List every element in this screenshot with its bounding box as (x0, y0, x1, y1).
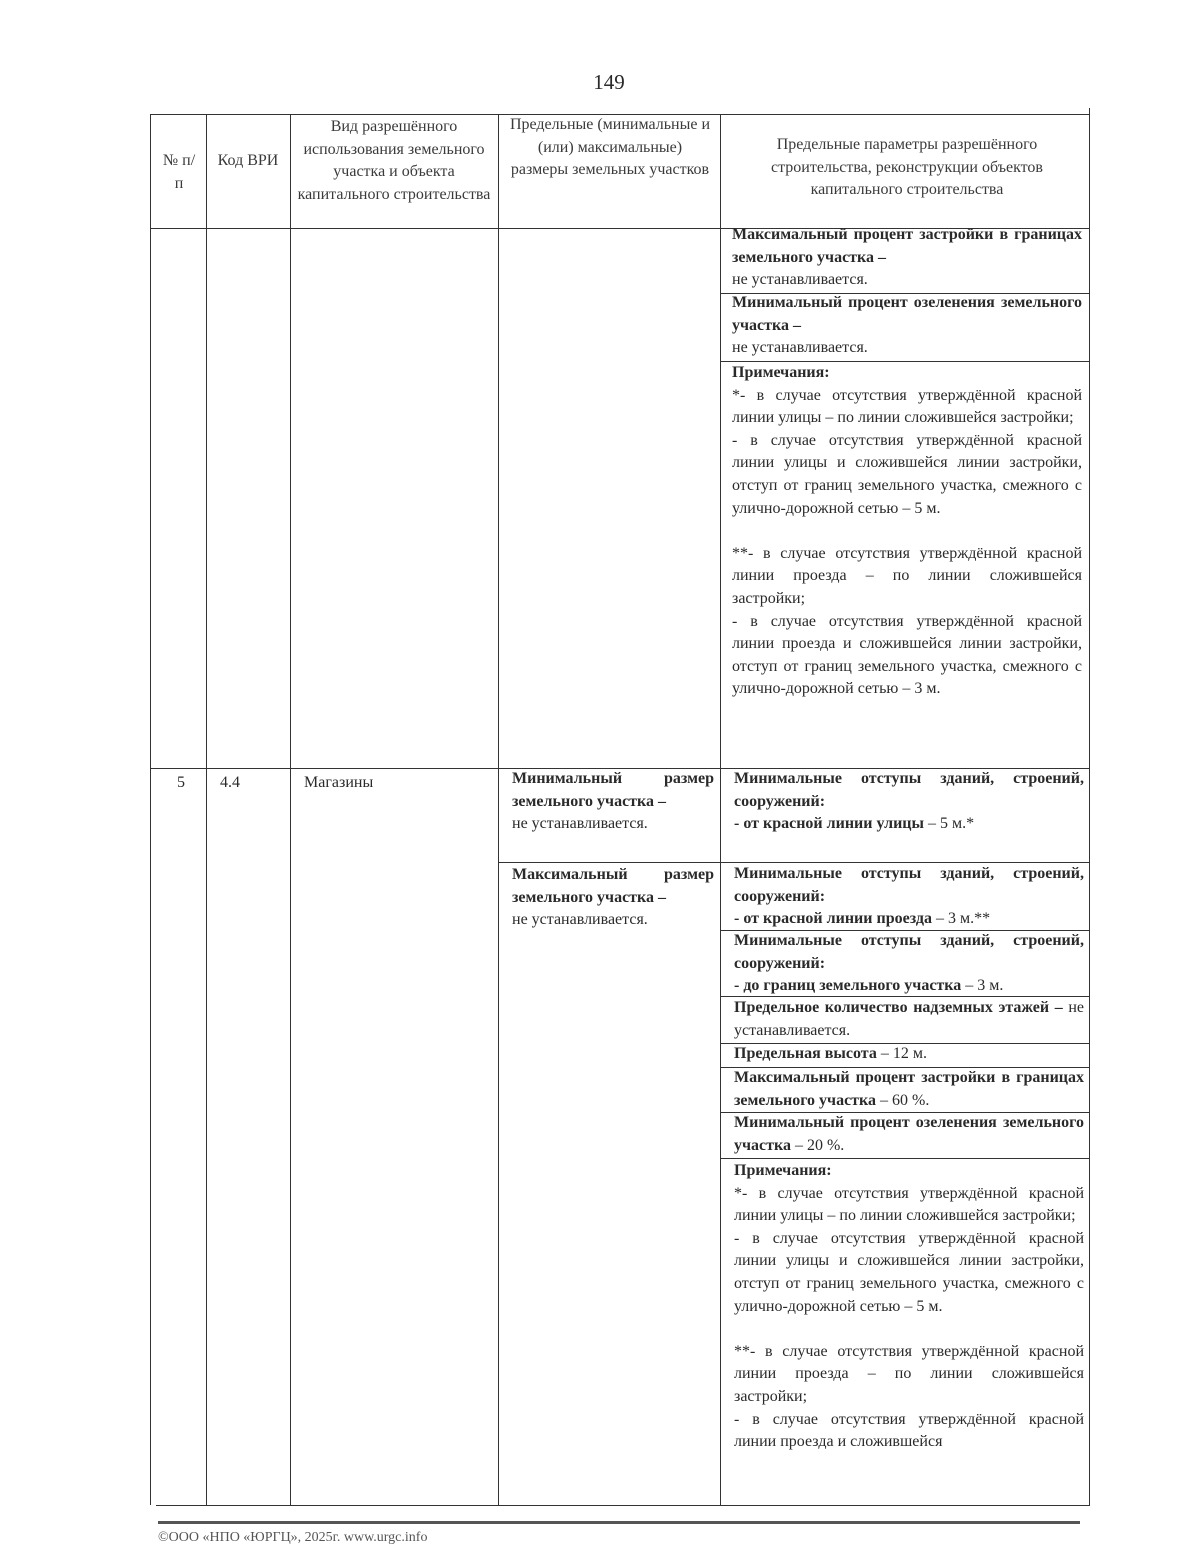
min-green-percent (734, 1112, 1084, 1157)
footer-rule (158, 1521, 1080, 1524)
param-value: не устанавливается. (512, 911, 648, 929)
max-build-percent (734, 1067, 1084, 1112)
col-divider-3 (498, 114, 499, 1505)
row-use-name: Магазины (304, 774, 374, 791)
setback-plot-border (734, 930, 1084, 998)
notes-title: Примечания: (734, 1162, 832, 1179)
param-value: – 5 м.* (924, 815, 975, 833)
col-divider-2 (290, 114, 291, 1505)
note-text: **- в случае отсутствия утверждённой красной линии проезда – по линии сложившейся застройки; (734, 1342, 1084, 1405)
setback-street (734, 768, 1084, 836)
min-green-percent-prev (732, 292, 1082, 360)
param-label: Предельная высота (734, 1045, 877, 1062)
page-number: 149 (593, 70, 625, 94)
param-value: не устанавливается. (512, 815, 648, 833)
param-label: Минимальные отступы зданий, строений, сооружений: (734, 865, 1084, 905)
height-limit (734, 1043, 1084, 1066)
header-use-type: Вид разрешённого использования земельного участка и объекта капитального строительства (297, 118, 491, 203)
param-label: Максимальный процент застройки в границах земельного участка (734, 1069, 1084, 1109)
footer-copyright: ©ООО «НПО «ЮРГЦ», 2025г. www.urgc.info (158, 1530, 428, 1545)
note-text: - в случае отсутствия утверждённой красной линии проезда и сложившейся (734, 1410, 1084, 1451)
col-divider-1 (206, 114, 207, 1505)
param-label: Минимальные отступы зданий, строений, сооружений: (734, 932, 1084, 972)
table-bottom-border (156, 1505, 1090, 1506)
notes-title: Примечания: (732, 364, 830, 381)
setback-driveway (734, 863, 1084, 931)
note-text: - в случае отсутствия утверждённой красной линии проезда и сложившейся линии застройки, отступ от границ земельного участка, смежного с улично-дорожной сетью – 3 м. (732, 612, 1082, 698)
param-label: Максимальный размер земельного участка – (512, 866, 714, 906)
notes-prev (732, 362, 1082, 701)
floors-limit (734, 997, 1084, 1042)
header-plot-sizes: Предельные (минимальные и (или) максимальные) размеры земельных участков (509, 116, 711, 178)
param-label: Минимальные отступы зданий, строений, сооружений: (734, 770, 1084, 810)
row-code: 4.4 (220, 774, 240, 791)
param-value: – 3 м. (961, 977, 1004, 995)
param-label: Минимальный размер земельного участка – (512, 770, 714, 810)
regulation-table (150, 108, 1090, 1506)
max-build-percent-prev (732, 224, 1082, 292)
param-separator (720, 1158, 1090, 1159)
col-divider-4 (720, 114, 721, 1505)
size-separator (498, 862, 720, 863)
param-value: не устанавливается. (732, 271, 868, 289)
param-label: Предельное количество надземных этажей – (734, 999, 1063, 1016)
param-sub: - до границ земельного участка (734, 977, 962, 995)
param-label: Минимальный процент озеленения земельного участка – (732, 294, 1082, 334)
param-value: – 20 %. (790, 1136, 845, 1154)
param-sub: - от красной линии проезда (734, 910, 932, 928)
param-value: не устанавливается. (732, 339, 868, 357)
notes (734, 1160, 1084, 1454)
note-text: *- в случае отсутствия утверждённой красной линии улицы – по линии сложившейся застройки; (734, 1184, 1084, 1225)
note-text: *- в случае отсутствия утверждённой красной линии улицы – по линии сложившейся застройки; (732, 386, 1082, 427)
row-number: 5 (177, 774, 185, 791)
param-sub: - от красной линии улицы (734, 815, 924, 833)
min-plot-size (512, 768, 714, 836)
note-text: - в случае отсутствия утверждённой красной линии улицы и сложившейся линии застройки, отступ от границ земельного участка, смежного с улично-дорожной сетью – 5 м. (734, 1229, 1084, 1315)
param-value: – 12 м. (876, 1045, 927, 1062)
param-label: Максимальный процент застройки в границах земельного участка – (732, 226, 1082, 266)
param-label: Минимальный процент озеленения земельного участка (734, 1114, 1084, 1154)
table-left-border (150, 114, 151, 1505)
note-text: - в случае отсутствия утверждённой красной линии улицы и сложившейся линии застройки, отступ от границ земельного участка, смежного с улично-дорожной сетью – 5 м. (732, 431, 1082, 517)
note-text: **- в случае отсутствия утверждённой красной линии проезда – по линии сложившейся застройки; (732, 544, 1082, 607)
max-plot-size (512, 864, 714, 932)
header-code: Код ВРИ (217, 152, 279, 169)
table-right-border (1089, 108, 1090, 1505)
header-build-params: Предельные параметры разрешённого строительства, реконструкции объектов капитального строительства (771, 136, 1043, 198)
param-value: не устанавливается. (734, 999, 1084, 1039)
param-value: – 60 %. (876, 1091, 930, 1109)
header-number: № п/п (162, 152, 196, 192)
param-value: – 3 м.** (931, 910, 991, 928)
